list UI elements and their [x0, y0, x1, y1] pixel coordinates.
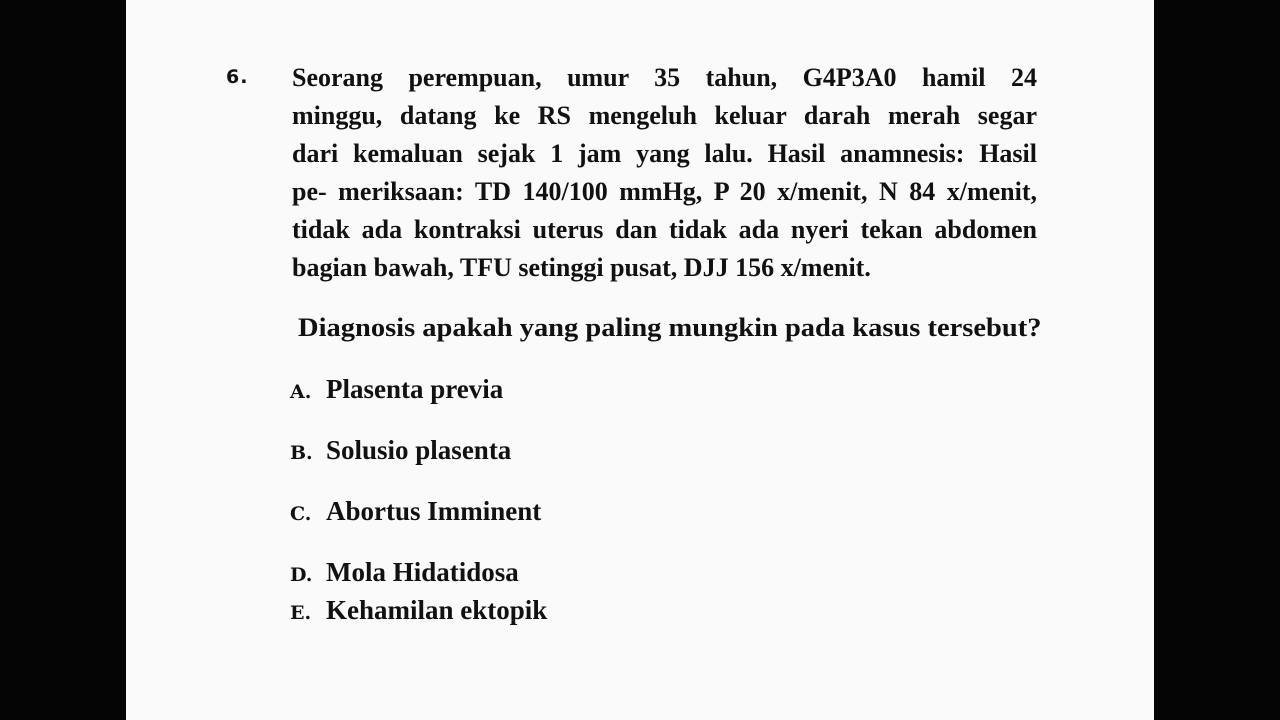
- option-letter: C.: [290, 503, 312, 525]
- question-line: pe- meriksaan: TD 140/100 mmHg, P 20 x/menit, N 84 x/menit,: [292, 177, 1037, 206]
- question-line: Seorang perempuan, umur 35 tahun, G4P3A0 hamil 24: [292, 63, 1037, 92]
- question-line: bagian bawah, TFU setinggi pusat, DJJ 156 x/menit.: [292, 253, 871, 282]
- question-prompt: Diagnosis apakah yang paling mungkin pada kasus tersebut?: [298, 313, 1042, 342]
- answer-option-c[interactable]: [290, 496, 541, 527]
- letterbox-left: [0, 0, 126, 720]
- question-line: minggu, datang ke RS mengeluh keluar darah merah segar: [292, 101, 1037, 130]
- option-letter: E.: [290, 602, 312, 624]
- option-text: Mola Hidatidosa: [326, 557, 519, 587]
- option-text: Solusio plasenta: [326, 435, 512, 465]
- letterbox-right: [1154, 0, 1280, 720]
- option-letter: D.: [290, 564, 313, 586]
- option-letter: B.: [290, 442, 313, 464]
- answer-option-b[interactable]: [290, 435, 511, 466]
- answer-option-d[interactable]: [290, 557, 519, 588]
- answer-option-a[interactable]: [290, 374, 503, 405]
- question-number: 6.: [226, 66, 249, 88]
- answer-option-e[interactable]: [290, 595, 547, 626]
- option-letter: A.: [290, 381, 312, 403]
- question-slide: [126, 0, 1154, 720]
- option-text: Plasenta previa: [326, 374, 504, 404]
- option-text: Abortus Imminent: [326, 496, 542, 526]
- question-line: tidak ada kontraksi uterus dan tidak ada nyeri tekan abdomen: [292, 215, 1037, 244]
- question-line: dari kemaluan sejak 1 jam yang lalu. Hasil anamnesis: Hasil: [292, 139, 1037, 168]
- option-text: Kehamilan ektopik: [326, 595, 548, 625]
